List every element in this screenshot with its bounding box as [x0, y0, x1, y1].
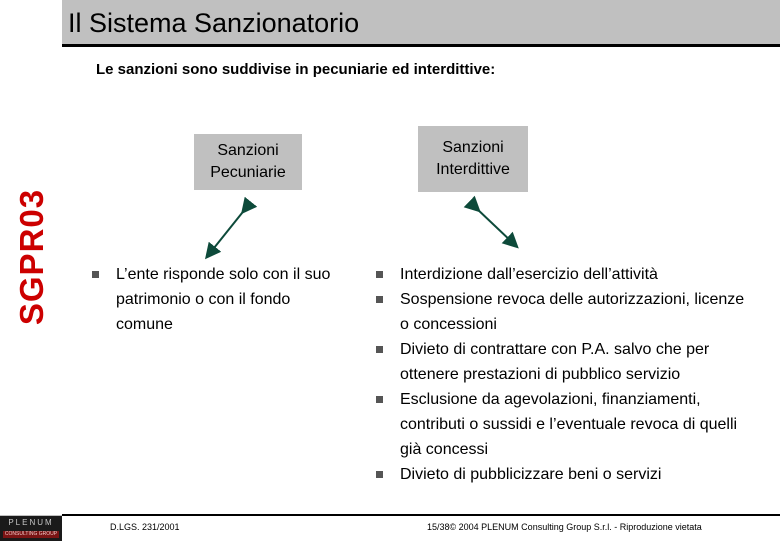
list-item: Esclusione da agevolazioni, finanziamenti, contributi o sussidi e l’eventuale revoca di quelli già concessi [376, 387, 748, 462]
intro-text: Le sanzioni sono suddivise in pecuniarie ed interdittive: [96, 61, 496, 78]
box-label: Sanzioni Interdittive [436, 139, 510, 178]
right-bullet-list [376, 262, 748, 487]
list-item: Sospensione revoca delle autorizzazioni, licenze o concessioni [376, 287, 748, 337]
list-item: L’ente risponde solo con il suo patrimonio o con il fondo comune [92, 262, 342, 337]
bullet-icon [376, 296, 383, 303]
logo-subtext: CONSULTING GROUP [4, 531, 58, 537]
list-item: Divieto di contrattare con P.A. salvo che per ottenere prestazioni di pubblico servizio [376, 337, 748, 387]
title-divider [62, 44, 780, 47]
plenum-logo [0, 515, 62, 541]
box-sanzioni-pecuniarie [194, 134, 302, 190]
left-bullet-list [92, 262, 342, 337]
arrow-right [475, 207, 513, 243]
bullet-icon [376, 396, 383, 403]
side-label: SGPR03 [13, 188, 50, 326]
footer-right-text: 15/38© 2004 PLENUM Consulting Group S.r.l. - Riproduzione vietata [427, 522, 702, 532]
page-title: Il Sistema Sanzionatorio [68, 8, 360, 38]
bullet-icon [376, 471, 383, 478]
bullet-icon [92, 271, 99, 278]
footer-divider [62, 514, 780, 516]
arrow-left [210, 208, 246, 253]
footer-left-text: D.LGS. 231/2001 [110, 522, 180, 532]
bullet-icon [376, 271, 383, 278]
list-item: Divieto di pubblicizzare beni o servizi [376, 462, 748, 487]
bullet-icon [376, 346, 383, 353]
box-label: Sanzioni Pecuniarie [210, 142, 286, 181]
logo-text: PLENUM [8, 518, 54, 527]
list-item: Interdizione dall’esercizio dell’attività [376, 262, 748, 287]
box-sanzioni-interdittive [418, 126, 528, 192]
